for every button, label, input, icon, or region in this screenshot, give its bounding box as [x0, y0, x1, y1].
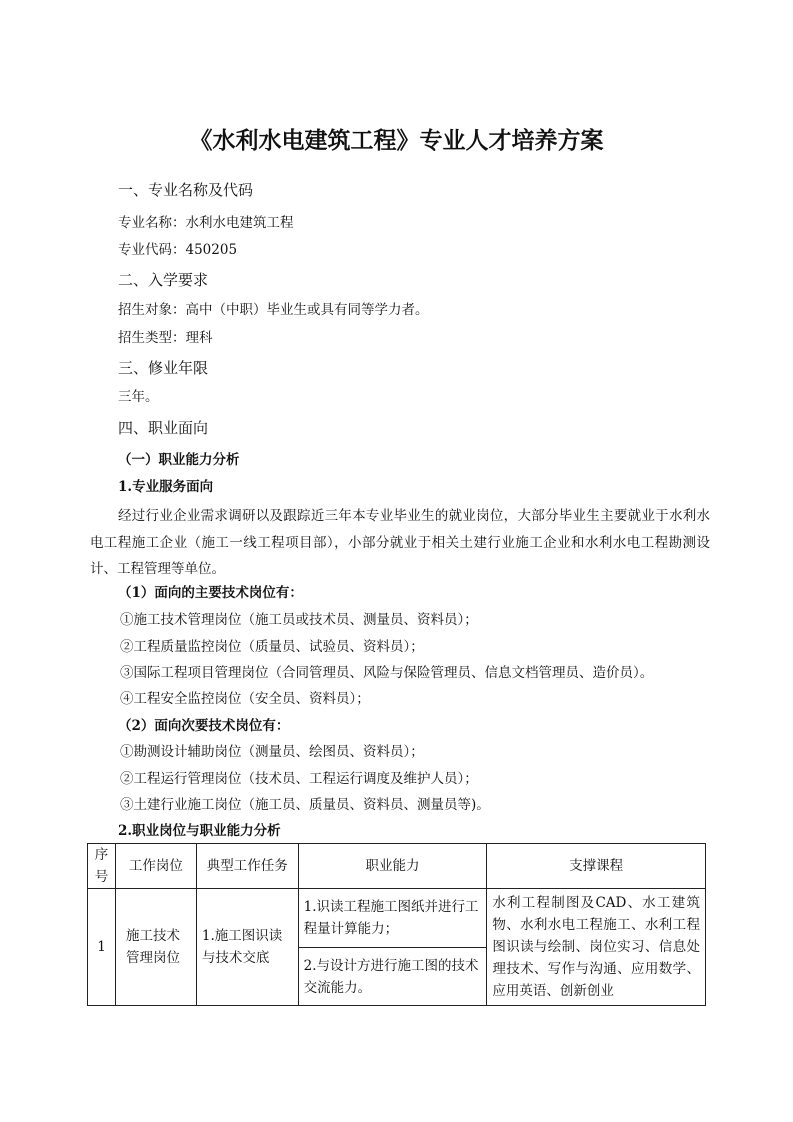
- header-cell: 序号: [88, 844, 116, 889]
- page-title: 《水利水电建筑工程》专业人才培养方案: [189, 127, 604, 154]
- job-ability-table: [87, 843, 706, 1006]
- subsection-heading: 2.职业岗位与职业能力分析: [118, 823, 281, 839]
- section-heading: 四、职业面向: [118, 419, 209, 437]
- list-item: ①施工技术管理岗位（施工员或技术员、测量员、资料员）；: [120, 612, 478, 628]
- header-cell: 支撑课程: [487, 844, 706, 889]
- list-heading: （2）面向次要技术岗位有：: [118, 718, 290, 734]
- list-heading: （1）面向的主要技术岗位有：: [118, 585, 303, 601]
- text-line: 专业代码：450205: [118, 242, 238, 258]
- table-header-row: [88, 844, 706, 889]
- list-item: ②工程质量监控岗位（质量员、试验员、资料员）；: [120, 639, 424, 655]
- section-heading: 一、专业名称及代码: [118, 181, 254, 199]
- header-cell: 典型工作任务: [196, 844, 298, 889]
- cell-courses: 水利工程制图及CAD、水工建筑物、水利水电工程施工、水利工程图识读与绘制、岗位实习、信息处理技术、写作与沟通、应用数学、应用英语、创新创业: [487, 889, 706, 1006]
- cell-ability: 2.与设计方进行施工图的技术交流能力。: [298, 948, 487, 1006]
- cell-no: 1: [88, 889, 116, 1006]
- list-item: ③国际工程项目管理岗位（合同管理员、风险与保险管理员、信息文档管理员、造价员）。: [120, 665, 654, 681]
- text-line: 招生对象：高中（中职）毕业生或具有同等学力者。: [118, 302, 429, 318]
- text-line: 三年。: [118, 389, 159, 405]
- text-line: 专业名称：水利水电建筑工程: [118, 215, 294, 231]
- list-item: ③土建行业施工岗位（施工员、质量员、资料员、测量员等)。: [120, 797, 490, 813]
- list-item: ②工程运行管理岗位（技术员、工程运行调度及维护人员）；: [120, 771, 478, 787]
- table-row: [88, 889, 706, 948]
- section-heading: 三、修业年限: [118, 359, 209, 377]
- subsection-heading: 1.专业服务面向: [118, 479, 214, 495]
- cell-post: 施工技术管理岗位: [115, 889, 196, 1006]
- cell-task: 1.施工图识读与技术交底: [196, 889, 298, 1006]
- list-item: ④工程安全监控岗位（安全员、资料员）；: [120, 691, 370, 707]
- paragraph: 经过行业企业需求调研以及跟踪近三年本专业毕业生的就业岗位，大部分毕业生主要就业于水利水电工程施工企业（施工一线工程项目部），小部分就业于相关土建行业施工企业和水利水电工程勘测设计、工程管理等单位。: [90, 508, 710, 577]
- cell-ability: 1.识读工程施工图纸并进行工程量计算能力；: [298, 889, 487, 948]
- header-cell: 职业能力: [298, 844, 487, 889]
- subsection-heading: （一）职业能力分析: [118, 452, 240, 468]
- header-cell: 工作岗位: [115, 844, 196, 889]
- text-line: 招生类型：理科: [118, 330, 213, 346]
- list-item: ①勘测设计辅助岗位（测量员、绘图员、资料员）；: [120, 744, 424, 760]
- section-heading: 二、入学要求: [118, 271, 209, 289]
